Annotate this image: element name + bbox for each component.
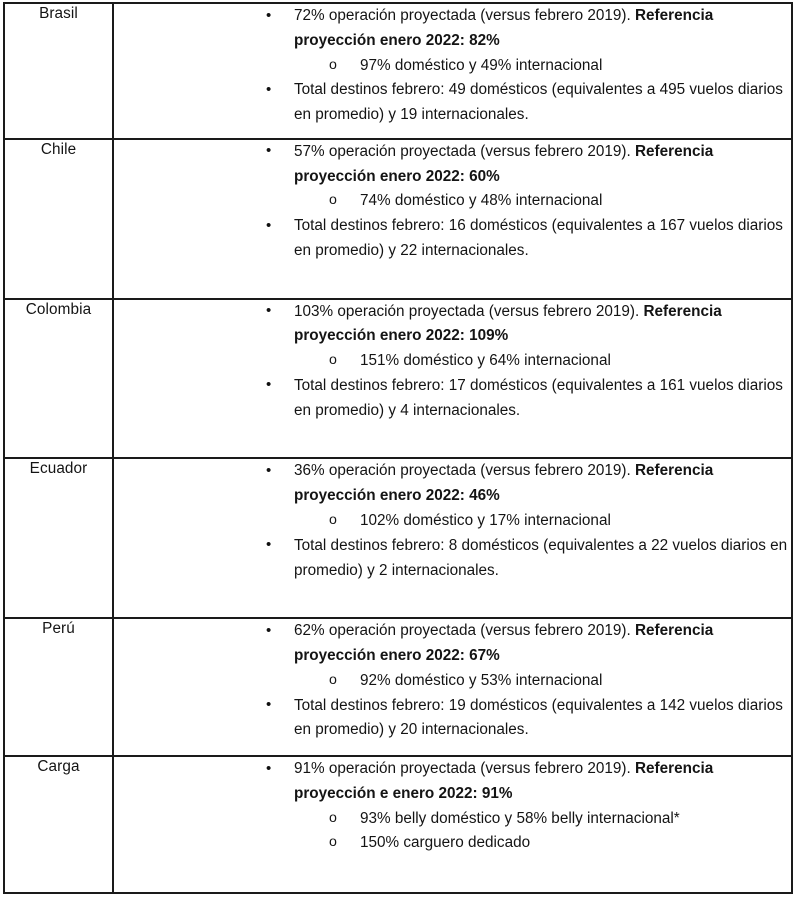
table-row: [4, 3, 792, 139]
sub-bullet-item: o 97% doméstico y 49% internacional: [114, 54, 791, 79]
bullet-text-plain: 62% operación proyectada (versus febrero 2019).: [294, 622, 635, 640]
row-label-ecuador: Ecuador: [4, 458, 113, 618]
row-content-carga: [113, 756, 792, 893]
bullet-item: [114, 214, 791, 264]
sub-bullet-list: [294, 807, 791, 857]
row-label-carga: Carga: [4, 756, 113, 893]
bullet-text-bold: Referencia proyección enero 2022: 67%: [294, 622, 714, 665]
bullet-list: [114, 300, 791, 424]
bullet-text-bold: Referencia proyección e enero 2022: 91%: [294, 760, 714, 802]
bullet-text-bold: Referencia proyección enero 2022: 82%: [294, 7, 714, 49]
bullet-text-plain: Total destinos febrero: 16 domésticos (equivalentes a 167 vuelos diarios en promedio) y 22 internacionales.: [294, 217, 783, 259]
bullet-text-bold: Referencia proyección enero 2022: 60%: [294, 142, 714, 185]
sub-bullet-item: o 150% carguero dedicado: [114, 831, 791, 856]
table-row: [4, 756, 792, 893]
row-content-brasil: [113, 3, 792, 139]
bullet-list: [114, 140, 791, 264]
bullet-item: [114, 374, 791, 424]
bullet-text-plain: 72% operación proyectada (versus febrero 2019).: [294, 7, 635, 24]
bullet-item: [114, 78, 791, 128]
bullet-text-plain: Total destinos febrero: 19 domésticos (equivalentes a 142 vuelos diarios en promedio) y 20 internacionales.: [294, 696, 783, 739]
bullet-text-plain: Total destinos febrero: 49 domésticos (equivalentes a 495 vuelos diarios en promedio) y 19 internacionales.: [294, 81, 783, 124]
bullet-item: [114, 534, 791, 584]
bullet-item: [114, 757, 791, 856]
bullet-item: [114, 140, 791, 214]
table-row: [4, 139, 792, 299]
bullet-text-plain: 57% operación proyectada (versus febrero 2019).: [294, 142, 635, 160]
bullet-text-plain: 91% operación proyectada (versus febrero 2019).: [294, 760, 635, 778]
sub-bullet-list: [294, 509, 791, 534]
sub-bullet-list: [294, 54, 791, 79]
bullet-list: [114, 4, 791, 128]
sub-bullet-item: o 151% doméstico y 64% internacional: [114, 349, 791, 374]
bullet-item: [114, 619, 791, 693]
sub-bullet-item: o 93% belly doméstico y 58% belly internacional*: [114, 807, 791, 832]
sub-bullet-item: o 102% doméstico y 17% internacional: [114, 509, 791, 534]
bullet-text-plain: 103% operación proyectada (versus febrero 2019).: [294, 302, 644, 320]
bullet-item: [114, 4, 791, 78]
bullet-list: [114, 459, 791, 583]
row-label-colombia: Colombia: [4, 299, 113, 459]
bullet-text-plain: Total destinos febrero: 8 domésticos (equivalentes a 22 vuelos diarios en promedio) y 2 internacionales.: [294, 536, 788, 579]
bullet-item: [114, 459, 791, 533]
row-label-brasil: Brasil: [4, 3, 113, 139]
row-content-ecuador: [113, 458, 792, 618]
row-content-colombia: [113, 299, 792, 459]
bullet-list: [114, 619, 791, 743]
bullet-item: [114, 300, 791, 374]
bullet-text-plain: Total destinos febrero: 17 domésticos (equivalentes a 161 vuelos diarios en promedio) y 4 internacionales.: [294, 376, 783, 419]
table-row: [4, 299, 792, 459]
sub-bullet-list: [294, 349, 791, 374]
bullet-list: [114, 757, 791, 856]
bullet-text-plain: 36% operación proyectada (versus febrero 2019).: [294, 462, 635, 480]
bullet-text-bold: Referencia proyección enero 2022: 46%: [294, 462, 714, 505]
row-content-chile: [113, 139, 792, 299]
bullet-item: [114, 694, 791, 744]
sub-bullet-list: [294, 669, 791, 694]
table-row: [4, 458, 792, 618]
row-label-chile: Chile: [4, 139, 113, 299]
sub-bullet-item: o 92% doméstico y 53% internacional: [114, 669, 791, 694]
sub-bullet-list: [294, 189, 791, 214]
bullet-text-bold: Referencia proyección enero 2022: 109%: [294, 302, 722, 345]
operations-table-container: [3, 2, 793, 894]
row-label-peru: Perú: [4, 618, 113, 756]
sub-bullet-item: o 74% doméstico y 48% internacional: [114, 189, 791, 214]
operations-table: [3, 2, 793, 894]
table-body: [4, 3, 792, 893]
table-row: [4, 618, 792, 756]
row-content-peru: [113, 618, 792, 756]
